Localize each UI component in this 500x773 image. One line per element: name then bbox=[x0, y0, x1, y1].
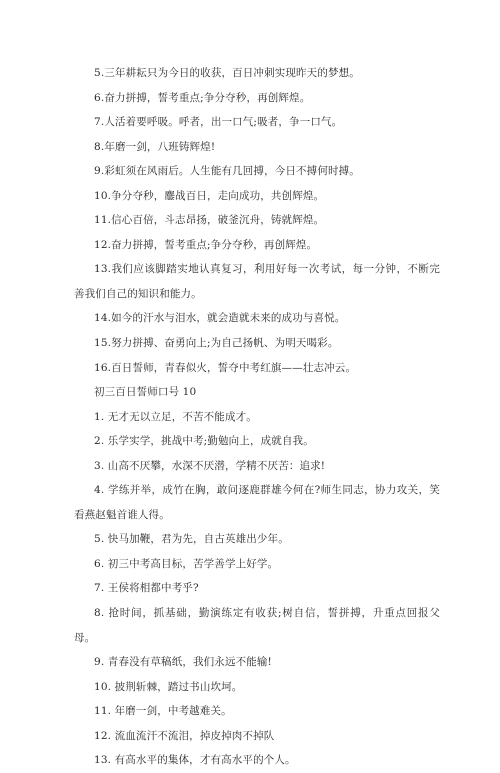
slogan-line: 1. 无才无以立足，不苦不能成才。 bbox=[94, 410, 257, 423]
slogan-line: 14.如今的汗水与泪水，就会造就未来的成功与喜悦。 bbox=[94, 312, 346, 325]
slogan-line: 6. 初三中考高目标，苦学善学上好学。 bbox=[94, 557, 279, 570]
slogan-line: 8. 抢时间，抓基础，勤演练定有收获;树自信，誓拼搏，升重点回报父母。 bbox=[74, 607, 440, 644]
slogan-line: 3. 山高不厌攀，水深不厌潜，学精不厌苦：追求! bbox=[94, 459, 326, 472]
slogan-line: 10.争分夺秒，鏖战百日，走向成功，共创辉煌。 bbox=[94, 189, 325, 202]
slogan-line: 7. 王侯将相都中考乎? bbox=[94, 582, 199, 595]
slogan-line: 4. 学练并举，成竹在胸，敢问逐鹿群雄今何在?师生同志，协力攻关，笑看燕赵魁首谁人得。 bbox=[74, 484, 440, 521]
slogan-line: 12.奋力拼搏，誓考重点;争分夺秒，再创辉煌。 bbox=[94, 238, 318, 251]
slogan-line: 9. 青春没有草稿纸，我们永远不能输! bbox=[94, 656, 272, 669]
slogan-line: 11.信心百倍，斗志昂扬，破釜沉舟，铸就辉煌。 bbox=[94, 214, 325, 227]
slogan-line: 8.年磨一剑，八班铸辉煌! bbox=[94, 140, 216, 153]
slogan-line: 13.我们应该脚踏实地认真复习，利用好每一次考试，每一分钟，不断完善我们自己的知识和能力。 bbox=[74, 263, 440, 300]
section-title: 初三百日誓师口号 10 bbox=[94, 386, 197, 399]
slogan-line: 5.三年耕耘只为今日的收获，百日冲刺实现昨天的梦想。 bbox=[94, 67, 360, 79]
slogan-line: 7.人活着要呼吸。呼者，出一口气;吸者，争一口气。 bbox=[94, 116, 343, 129]
slogan-line: 16.百日誓师，青春似火，誓夺中考红旗——壮志冲云。 bbox=[94, 361, 357, 374]
slogan-line: 12. 流血流汗不流泪，掉皮掉肉不掉队 bbox=[94, 729, 275, 742]
slogan-line: 5. 快马加鞭，君为先，自古英雄出少年。 bbox=[94, 533, 289, 546]
slogan-line: 11. 年磨一剑，中考越难关。 bbox=[94, 705, 232, 718]
slogan-line: 10. 披荆斩棘，踏过书山坎坷。 bbox=[94, 680, 243, 693]
slogan-line: 9.彩虹须在风雨后。人生能有几回搏，今日不搏何时搏。 bbox=[94, 165, 360, 178]
slogan-line: 2. 乐学实学，挑战中考;勤勉向上，成就自我。 bbox=[94, 435, 314, 448]
slogan-line: 6.奋力拼搏，誓考重点;争分夺秒，再创辉煌。 bbox=[94, 91, 311, 104]
document-body bbox=[74, 61, 440, 773]
slogan-line: 15.努力拼搏、奋勇向上;为自己扬帆、为明天喝彩。 bbox=[94, 337, 339, 350]
slogan-line: 13. 有高水平的集体，才有高水平的个人。 bbox=[94, 754, 296, 767]
